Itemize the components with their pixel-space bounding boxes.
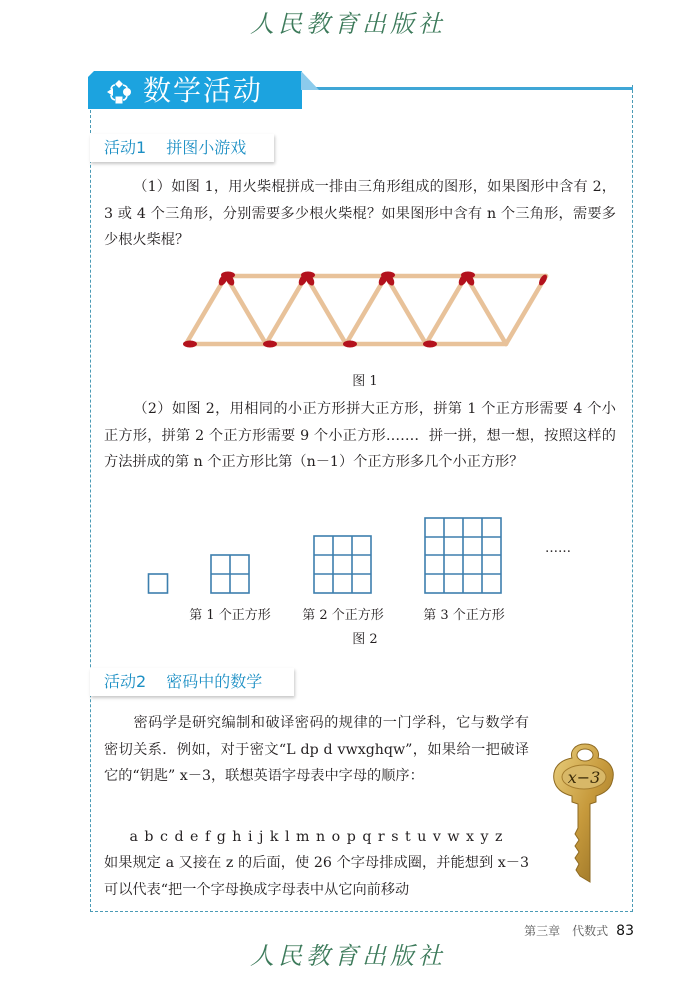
activity2-title xyxy=(90,668,294,696)
activity2-para2: 如果规定 a 又接在 z 的后面，使 26 个字母排成圈，并能想到 x－3 可以代表“把一个字母换成字母表中从它向前移动 xyxy=(104,855,529,898)
activity2-para1-text: 密码学是研究编制和破译密码的规律的一门学科，它与数学有密切关系．例如，对于密文“L dp d vwxghqw”，如果给一把破译它的“钥匙” x－3，联想英语字母表中字母的顺序： xyxy=(104,715,529,784)
key-image xyxy=(550,742,620,892)
alphabet-line: a b c d e f g h i j k l m n o p q r s t u v w x y z xyxy=(129,829,504,845)
activity2-name: 密码中的数学 xyxy=(166,672,263,691)
frame-top-line xyxy=(300,87,633,90)
figure1-caption: 图 1 xyxy=(352,374,378,389)
figure2-ellipsis: …… xyxy=(545,541,571,556)
activity1-part1 xyxy=(104,174,616,254)
activity2-number: 活动2 xyxy=(104,672,147,691)
page-number: 83 xyxy=(616,923,634,939)
activity1-part1-text: （1）如图 1，用火柴棍拼成一排由三角形组成的图形，如果图形中含有 2，3 或 4 个三角形，分别需要多少根火柴棍？如果图形中含有 n 个三角形，需要多少根火柴棍？ xyxy=(104,179,616,248)
activity1-part2-text: （2）如图 2，用相同的小正方形拼大正方形，拼第 1 个正方形需要 4 个小正方形，拼第 2 个正方形需要 9 个小正方形……．拼一拼，想一想，按照这样的方法拼成的第 n 个正方形比第（n－1）个正方形多几个小正方形？ xyxy=(104,401,616,470)
chapter-label: 第三章 代数式 xyxy=(524,924,609,938)
figure2-label-3: 第 3 个正方形 xyxy=(423,608,505,623)
key-label: x−3 xyxy=(567,768,601,787)
cycle-shapes-icon xyxy=(106,79,132,105)
figure1-matchsticks xyxy=(178,268,553,350)
publisher-logo-bottom: 人民教育出版社 xyxy=(250,942,446,970)
publisher-logo-top: 人民教育出版社 xyxy=(250,10,446,38)
figure2-squares xyxy=(140,510,590,600)
figure2-label-2: 第 2 个正方形 xyxy=(302,608,384,623)
figure2-caption: 图 2 xyxy=(352,632,378,647)
banner-tab-decoration xyxy=(301,71,319,90)
activity1-name: 拼图小游戏 xyxy=(166,138,247,157)
activity1-number: 活动1 xyxy=(104,138,147,157)
activity1-title xyxy=(90,134,274,162)
activity1-part2 xyxy=(104,396,616,476)
figure2-label-1: 第 1 个正方形 xyxy=(189,608,271,623)
activity2-para1 xyxy=(104,710,529,790)
section-title: 数学活动 xyxy=(143,74,264,107)
